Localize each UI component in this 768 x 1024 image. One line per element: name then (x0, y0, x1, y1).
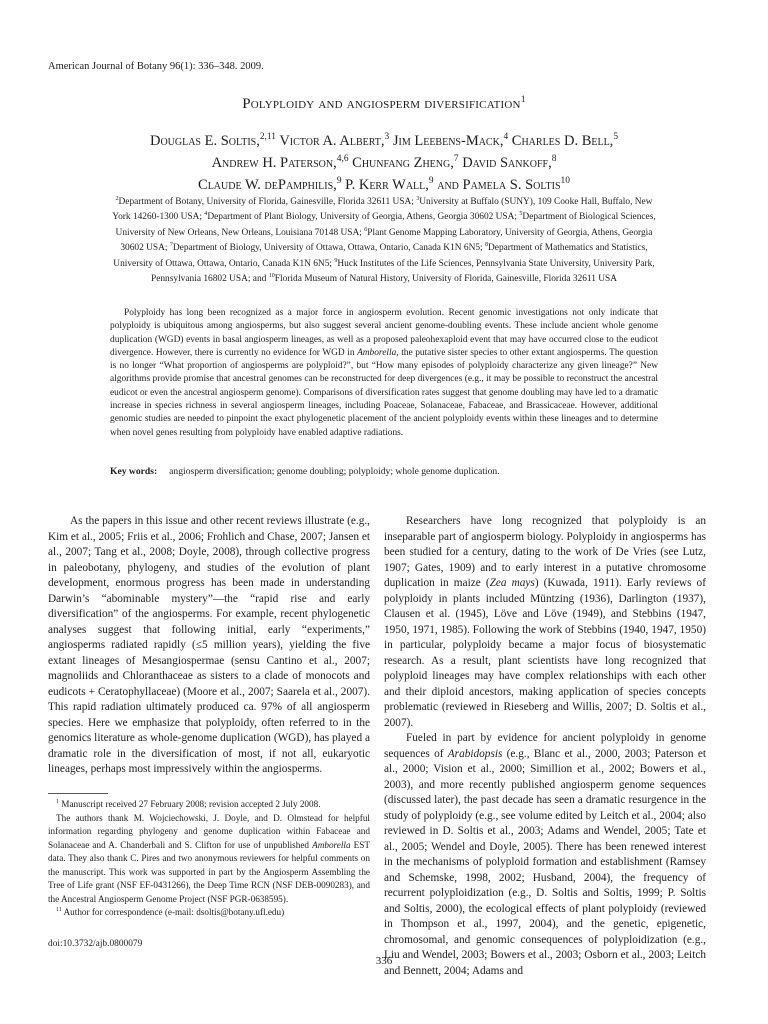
affiliation-text: Department of Mathematics and Statistics, University of Ottawa, Ottawa, Ontario, Canada K1N 6N5; (113, 243, 648, 269)
author-name: Claude W. dePamphilis, (198, 177, 337, 193)
author-line (60, 174, 708, 196)
footnote-text: Amborella (312, 839, 351, 850)
affiliation-mark: 4 (204, 211, 208, 218)
affiliation-mark: 5 (519, 211, 523, 218)
body-paragraph (384, 514, 706, 731)
footnote (48, 812, 370, 907)
affiliation-text: Department of Plant Biology, University of Georgia, Athens, Georgia 30602 USA; (207, 212, 520, 223)
footnote-text: 11 (56, 906, 62, 913)
footnotes (48, 798, 370, 920)
abstract-text: , the putative sister species to other extant angiosperms. The question is no longer “What proportion of angiosperms are polyploid?”, but “How many episodes of polyploidy characterize any given lineage?” New algorithms provide promise that ancestral genomes can be reconstructed for deep divergences (e.g., it may be possible to reconstruct the ancestral eudicot or even the ancestral angiosperm genome). Comparisons of diversification rates suggest that genome doubling may have led to a dramatic increase in species richness in several angiosperm lineages, including Poaceae, Solanaceae, Fabaceae, and Brassicaceae. However, additional genomic studies are needed to pinpoint the exact phylogenetic placement of the ancient polyploidy events within these lineages and to determine when novel genes resulting from polyploidy have enabled adaptive radiations. (110, 347, 658, 438)
footnote-text: EST data. They also thank C. Pires and two anonymous reviewers for helpful comments on the manuscript. This work was supported in part by the Angiosperm Assembling the Tree of Life grant (NSF EF-0431266), the Deep Time RCN (NSF DEB-0090283), and the Ancestral Angiosperm Genome Project (NSF PGR-0638595). (48, 839, 371, 904)
journal-citation: American Journal of Botany 96(1): 336–348. 2009. (48, 61, 264, 72)
affiliation-text: Huck Institutes of the Life Sciences, Pennsylvania State University, University Park, Pennsylvania 16802 USA; and (150, 258, 655, 285)
abstract (110, 307, 658, 440)
author-affiliation-mark: 3 (384, 132, 390, 143)
author-affiliation-mark: 8 (551, 154, 557, 165)
author-list (60, 130, 708, 196)
title-footnote-mark: 1 (520, 94, 526, 105)
author-name: P. Kerr Wall, (341, 177, 429, 193)
footnote-text: Author for correspondence (e-mail: dsoltis@botany.ufl.edu) (61, 907, 285, 917)
footnote-text: Manuscript received 27 February 2008; revision accepted 2 July 2008. (58, 799, 321, 809)
article-title-text: Polyploidy and angiosperm diversification (242, 96, 521, 112)
footnote (48, 798, 370, 812)
footnote-divider (48, 793, 108, 794)
author-line (60, 152, 708, 174)
author-name: David Sankoff, (458, 155, 552, 171)
author-name: Chunfang Zheng, (348, 155, 454, 171)
keywords (110, 466, 658, 477)
body-column-left (48, 514, 370, 778)
abstract-text: Polyploidy has long been recognized as a major force in angiosperm evolution. Recent genomic investigations not only indicate that polyploidy is ubiquitous among angiosperms, but also suggest several ancient genome-doubling events. These include ancient whole genome duplication (WGD) events in basal angiosperm lineages, as well as a proposed paleohexaploid event that may have occurred close to the eudicot divergence. However, there is currently no evidence for WGD in (110, 308, 658, 358)
affiliation-text: Florida Museum of Natural History, University of Florida, Gainesville, Florida 32611 USA (274, 274, 618, 285)
affiliation-text: Plant Genome Mapping Laboratory, University of Georgia, Athens, Georgia 30602 USA; (120, 227, 653, 254)
author-affiliation-mark: 7 (453, 154, 459, 165)
affiliation-text: Department of Biology, University of Ottawa, Ottawa, Ontario, Canada K1N 6N5; (172, 243, 485, 254)
footnote-text: The authors thank M. Wojciechowski, J. Doyle, and D. Olmstead for helpful information regarding phylogeny and genome duplication within Fabaceae and Solanaceae and A. Chanderbali and S. Clifton for use of unpublished (48, 812, 370, 850)
body-text: Zea mays (489, 577, 535, 589)
body-column-right (384, 514, 706, 979)
abstract-text: Amborella (357, 347, 397, 358)
affiliation-mark: 9 (334, 257, 338, 264)
affiliation-mark: 7 (169, 242, 173, 249)
affiliation-mark: 8 (484, 242, 489, 249)
article-title (0, 96, 768, 113)
author-affiliation-mark: 4,6 (336, 154, 349, 165)
body-text: ) (Kuwada, 1911). Early reviews of polyploidy in plants included Müntzing (1936), Darlington (1937), Clausen et al. (1945), Löve and Löve (1949), and Stebbins (1947, 1950, 1971, 1985). Following the work of Stebbins (1940, 1947, 1950) in particular, polyploidy became a major focus of biosystematic research. As a result, plant scientists have long recognized that polyploid lineages may have complex relationships with each other and their diploid ancestors, making application of species concepts problematic (reviewed in Rieseberg and Willis, 2007; D. Soltis et al., 2007). (384, 577, 706, 729)
page-number: 336 (375, 955, 393, 967)
author-line (60, 130, 708, 152)
keywords-label: Key words: (110, 466, 158, 477)
affiliation-text: Department of Biological Sciences, University of New Orleans, New Orleans, Louisiana 70148 USA; (115, 212, 656, 238)
author-name: and Pamela S. Soltis (433, 177, 561, 193)
author-affiliation-mark: 4 (503, 132, 509, 143)
author-name: Douglas E. Soltis, (149, 133, 260, 149)
body-text: Researchers have long recognized that polyploidy is an inseparable part of angiosperm biology. Polyploidy in angiosperms has been studied for a century, dating to the work of De Vries (see Lutz, 1907; Gates, 1909) and to early interest in a putative chromosome duplication in maize ( (384, 515, 706, 589)
body-paragraph (384, 731, 706, 979)
author-affiliation-mark: 2,11 (259, 132, 276, 143)
affiliation-mark: 2 (115, 195, 119, 202)
body-text: Fueled in part by evidence for ancient polyploidy in genome sequences of (384, 732, 706, 760)
affiliation-mark: 10 (268, 272, 275, 279)
body-paragraph (48, 514, 370, 778)
affiliation-text: University at Buffalo (SUNY), 109 Cooke Hall, Buffalo, New York 14260-1300 USA; (112, 197, 653, 223)
affiliations (112, 195, 656, 287)
body-text: (e.g., Blanc et al., 2000, 2003; Paterson et al., 2000; Vision et al., 2000; Simillion et al., 2002; Bowers et al., 2003), and more recently published angiosperm genome sequences (discussed later), the past decade has seen a dramatic resurgence in the study of polyploidy (e.g., see volume edited by Leitch et al., 2004; also reviewed in D. Soltis et al., 2003; Adams and Wendel, 2005; Tate et al., 2005; Wendel and Doyle, 2005). There has been renewed interest in the mechanisms of polyploid formation and establishment (Ramsey and Schemske, 1998, 2002; Husband, 2004), the frequency of recurrent polyploidization (e.g., D. Soltis and Soltis, 1999; P. Soltis and Soltis, 2000), the ecological effects of plant polyploidy (reviewed in Thompson et al., 1997, 2004), and the genetic, epigenetic, chromosomal, and genomic consequences of polyploidization (e.g., Liu and Wendel, 2003; Bowers et al., 2003; Osborn et al., 2003; Leitch and Bennett, 2004; Adams and (384, 747, 706, 977)
doi: doi:10.3732/ajb.0800079 (48, 939, 143, 949)
body-text: Arabidopsis (447, 747, 503, 760)
author-name: Jim Leebens-Mack, (389, 133, 504, 149)
affiliation-mark: 6 (364, 226, 368, 233)
author-name: Andrew H. Paterson, (211, 155, 337, 171)
affiliation-text: Department of Botany, University of Florida, Gainesville, Florida 32611 USA; (118, 197, 417, 207)
keywords-text: angiosperm diversification; genome doubling; polyploidy; whole genome duplication. (169, 466, 500, 477)
body-text: As the papers in this issue and other recent reviews illustrate (e.g., Kim et al., 2005; Friis et al., 2006; Frohlich and Chase, 2007; Jansen et al., 2007; Tang et al., 2008; Doyle, 2008), through collective progress in paleobotany, phylogeny, and studies of the evolution of plant development, enormous progress has been made in understanding Darwin’s “abominable mystery”—the “rapid rise and early diversification” of the angiosperms. For example, recent phylogenetic analyses suggest that following initial, early “experiments,” angiosperms radiated rapidly (≤5 million years), yielding the five extant lineages of Mesangiospermae (sensu Cantino et al., 2007; magnoliids and Chloranthaceae as sisters to a clade of monocots and eudicots + Ceratophyllaceae) (Moore et al., 2007; Saarela et al., 2007). This rapid radiation ultimately produced ca. 97% of all angiosperm species. Here we emphasize that polyploidy, often referred to in the genomics literature as whole-genome duplication (WGD), has played a dramatic role in the diversification of most, if not all, eukaryotic lineages, perhaps most impressively within the angiosperms. (48, 515, 370, 775)
author-name: Charles D. Bell, (508, 133, 614, 149)
author-affiliation-mark: 9 (428, 176, 434, 187)
footnote-text: 1 (56, 798, 59, 805)
author-name: Victor A. Albert, (275, 133, 385, 149)
author-affiliation-mark: 10 (560, 176, 570, 187)
affiliation-mark: 3 (416, 195, 420, 202)
footnote (48, 906, 370, 920)
author-affiliation-mark: 5 (613, 132, 619, 143)
author-affiliation-mark: 9 (336, 176, 342, 187)
